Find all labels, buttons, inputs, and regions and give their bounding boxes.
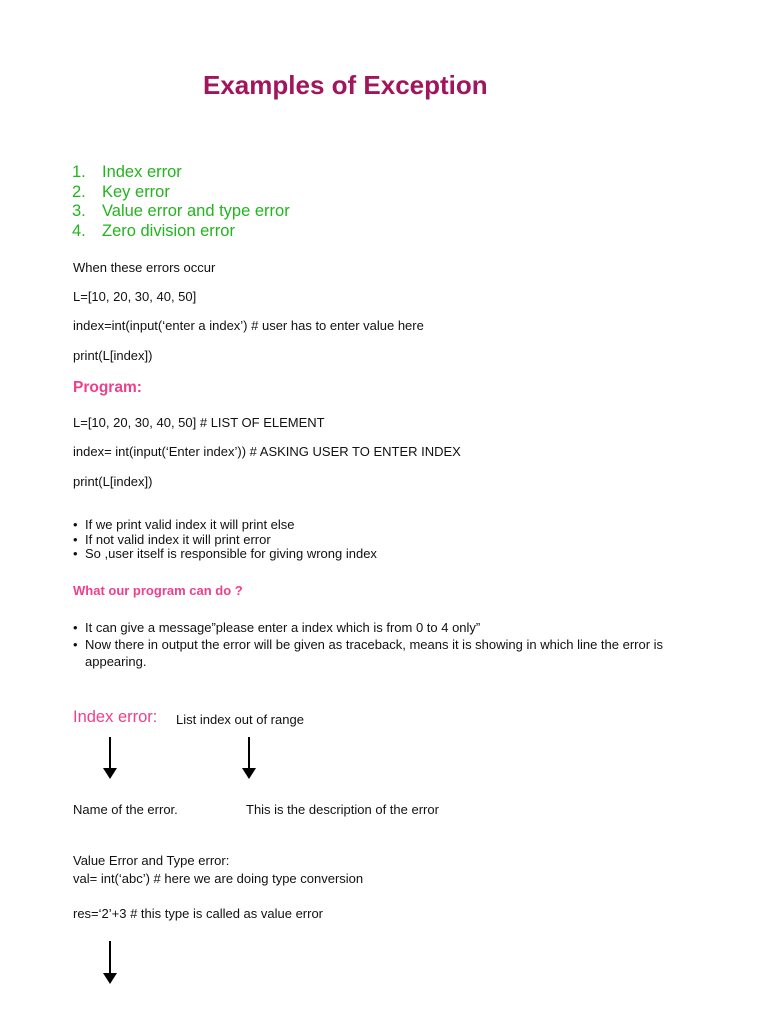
error-type-list bbox=[72, 163, 290, 241]
notes-list bbox=[73, 518, 377, 562]
code-line: print(L[index]) bbox=[73, 474, 153, 489]
error-description-note: This is the description of the error bbox=[246, 802, 439, 817]
code-line: print(L[index]) bbox=[73, 348, 153, 363]
page-title: Examples of Exception bbox=[203, 70, 488, 100]
down-arrow-icon bbox=[103, 941, 117, 984]
code-line: L=[10, 20, 30, 40, 50] # LIST OF ELEMENT bbox=[73, 415, 325, 430]
list-item: 1. Index error bbox=[72, 163, 182, 181]
code-line: index=int(input(‘enter a index’) # user has to enter value here bbox=[73, 318, 424, 333]
index-error-label: Index error: bbox=[73, 708, 158, 726]
list-item: 2. Key error bbox=[72, 182, 170, 201]
down-arrow-icon bbox=[242, 737, 256, 779]
error-name-note: Name of the error. bbox=[73, 802, 178, 817]
section-heading: What our program can do ? bbox=[73, 583, 243, 598]
code-line: L=[10, 20, 30, 40, 50] bbox=[73, 289, 197, 304]
intro-text: When these errors occur bbox=[73, 260, 216, 275]
list-item: • So ,user itself is responsible for giving wrong index bbox=[73, 546, 377, 561]
code-line: index= int(input(‘Enter index’)) # ASKING USER TO ENTER INDEX bbox=[73, 444, 461, 459]
code-line: val= int(‘abc’) # here we are doing type conversion bbox=[73, 871, 364, 886]
list-item: 4. Zero division error bbox=[72, 221, 235, 240]
code-line: res=‘2’+3 # this type is called as value error bbox=[73, 906, 324, 921]
index-error-description: List index out of range bbox=[176, 712, 304, 727]
list-item: 3. Value error and type error bbox=[72, 202, 290, 221]
capabilities-list bbox=[73, 619, 705, 670]
list-item: • Now there in output the error will be given as traceback, means it is showing in which line the error is appearing. bbox=[73, 637, 664, 669]
list-item: • It can give a message”please enter a index which is from 0 to 4 only” bbox=[73, 620, 481, 635]
list-item: • If not valid index it will print error bbox=[73, 531, 271, 547]
list-item: • If we print valid index it will print else bbox=[73, 517, 295, 532]
program-heading: Program: bbox=[73, 379, 142, 396]
value-type-heading: Value Error and Type error: bbox=[73, 853, 230, 868]
down-arrow-icon bbox=[103, 737, 117, 779]
